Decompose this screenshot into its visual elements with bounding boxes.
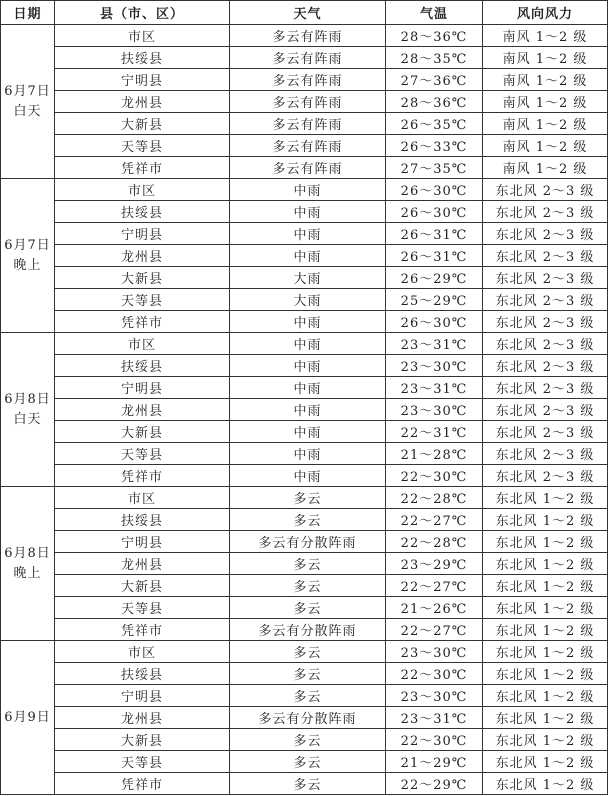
temperature-cell: 23～30℃ — [386, 399, 483, 421]
county-cell: 凭祥市 — [55, 157, 230, 179]
county-cell: 凭祥市 — [55, 465, 230, 487]
temperature-cell: 28～36℃ — [386, 25, 483, 47]
table-row — [1, 47, 608, 69]
table-row — [1, 201, 608, 223]
date-cell — [1, 179, 55, 333]
temperature-cell: 22～31℃ — [386, 421, 483, 443]
wind-cell: 东北风 2～3 级 — [483, 245, 608, 267]
table-row — [1, 575, 608, 597]
weather-cell: 多云有分散阵雨 — [230, 531, 386, 553]
county-cell: 龙州县 — [55, 553, 230, 575]
table-row — [1, 487, 608, 509]
county-cell: 凭祥市 — [55, 773, 230, 795]
weather-cell: 中雨 — [230, 421, 386, 443]
header-date: 日期 — [1, 1, 55, 25]
date-label: 6月8日 — [4, 545, 51, 561]
weather-cell: 中雨 — [230, 311, 386, 333]
table-row — [1, 707, 608, 729]
header-temperature: 气温 — [386, 1, 483, 25]
county-cell: 宁明县 — [55, 69, 230, 91]
county-cell: 大新县 — [55, 575, 230, 597]
wind-cell: 东北风 2～3 级 — [483, 201, 608, 223]
table-row — [1, 113, 608, 135]
weather-cell: 多云有阵雨 — [230, 47, 386, 69]
table-row — [1, 333, 608, 355]
county-cell: 龙州县 — [55, 245, 230, 267]
temperature-cell: 22～27℃ — [386, 575, 483, 597]
table-body — [1, 25, 608, 795]
wind-cell: 东北风 2～3 级 — [483, 421, 608, 443]
wind-cell: 东北风 1～2 级 — [483, 487, 608, 509]
wind-cell: 南风 1～2 级 — [483, 113, 608, 135]
wind-cell: 东北风 1～2 级 — [483, 773, 608, 795]
table-row — [1, 421, 608, 443]
period-label: 白天 — [13, 103, 42, 119]
table-row — [1, 553, 608, 575]
wind-cell: 南风 1～2 级 — [483, 25, 608, 47]
county-cell: 市区 — [55, 487, 230, 509]
table-row — [1, 685, 608, 707]
weather-cell: 大雨 — [230, 267, 386, 289]
weather-cell: 中雨 — [230, 201, 386, 223]
county-cell: 市区 — [55, 25, 230, 47]
table-row — [1, 773, 608, 795]
weather-cell: 多云有分散阵雨 — [230, 619, 386, 641]
county-cell: 天等县 — [55, 135, 230, 157]
date-label: 6月7日 — [4, 83, 51, 99]
weather-cell: 中雨 — [230, 377, 386, 399]
weather-cell: 多云有阵雨 — [230, 25, 386, 47]
weather-cell: 多云 — [230, 597, 386, 619]
county-cell: 大新县 — [55, 267, 230, 289]
wind-cell: 东北风 1～2 级 — [483, 751, 608, 773]
county-cell: 宁明县 — [55, 377, 230, 399]
weather-cell: 多云 — [230, 641, 386, 663]
table-row — [1, 267, 608, 289]
table-row — [1, 355, 608, 377]
county-cell: 扶绥县 — [55, 355, 230, 377]
temperature-cell: 23～30℃ — [386, 355, 483, 377]
table-row — [1, 135, 608, 157]
date-label: 6月8日 — [4, 391, 51, 407]
wind-cell: 东北风 2～3 级 — [483, 179, 608, 201]
wind-cell: 东北风 1～2 级 — [483, 663, 608, 685]
county-cell: 扶绥县 — [55, 509, 230, 531]
table-row — [1, 311, 608, 333]
wind-cell: 东北风 1～2 级 — [483, 597, 608, 619]
wind-cell: 南风 1～2 级 — [483, 135, 608, 157]
temperature-cell: 22～27℃ — [386, 619, 483, 641]
table-row — [1, 729, 608, 751]
table-row — [1, 377, 608, 399]
wind-cell: 东北风 1～2 级 — [483, 575, 608, 597]
table-row — [1, 399, 608, 421]
weather-cell: 多云有分散阵雨 — [230, 707, 386, 729]
county-cell: 宁明县 — [55, 685, 230, 707]
weather-cell: 中雨 — [230, 399, 386, 421]
temperature-cell: 22～27℃ — [386, 509, 483, 531]
temperature-cell: 26～29℃ — [386, 267, 483, 289]
header-row — [1, 1, 608, 25]
period-label: 晚上 — [13, 565, 42, 581]
table-row — [1, 245, 608, 267]
county-cell: 天等县 — [55, 443, 230, 465]
weather-cell: 多云 — [230, 729, 386, 751]
wind-cell: 东北风 2～3 级 — [483, 267, 608, 289]
county-cell: 凭祥市 — [55, 619, 230, 641]
county-cell: 龙州县 — [55, 399, 230, 421]
county-cell: 龙州县 — [55, 91, 230, 113]
temperature-cell: 23～31℃ — [386, 707, 483, 729]
wind-cell: 东北风 2～3 级 — [483, 377, 608, 399]
county-cell: 扶绥县 — [55, 663, 230, 685]
temperature-cell: 27～35℃ — [386, 157, 483, 179]
wind-cell: 南风 1～2 级 — [483, 47, 608, 69]
date-cell — [1, 641, 55, 795]
temperature-cell: 22～30℃ — [386, 663, 483, 685]
county-cell: 龙州县 — [55, 707, 230, 729]
period-label: 晚上 — [13, 257, 42, 273]
weather-cell: 中雨 — [230, 355, 386, 377]
wind-cell: 东北风 1～2 级 — [483, 641, 608, 663]
temperature-cell: 21～28℃ — [386, 443, 483, 465]
temperature-cell: 26～31℃ — [386, 223, 483, 245]
table-row — [1, 597, 608, 619]
temperature-cell: 23～31℃ — [386, 333, 483, 355]
county-cell: 大新县 — [55, 421, 230, 443]
county-cell: 大新县 — [55, 729, 230, 751]
date-label: 6月9日 — [4, 709, 51, 725]
wind-cell: 东北风 2～3 级 — [483, 399, 608, 421]
temperature-cell: 26～30℃ — [386, 201, 483, 223]
temperature-cell: 23～30℃ — [386, 641, 483, 663]
temperature-cell: 22～28℃ — [386, 487, 483, 509]
table-row — [1, 465, 608, 487]
wind-cell: 东北风 1～2 级 — [483, 509, 608, 531]
date-cell — [1, 333, 55, 487]
wind-cell: 东北风 1～2 级 — [483, 707, 608, 729]
wind-cell: 东北风 2～3 级 — [483, 311, 608, 333]
temperature-cell: 25～29℃ — [386, 289, 483, 311]
wind-cell: 南风 1～2 级 — [483, 69, 608, 91]
table-row — [1, 509, 608, 531]
date-label: 6月7日 — [4, 237, 51, 253]
table-row — [1, 157, 608, 179]
temperature-cell: 23～31℃ — [386, 377, 483, 399]
county-cell: 天等县 — [55, 751, 230, 773]
temperature-cell: 28～36℃ — [386, 91, 483, 113]
weather-cell: 中雨 — [230, 333, 386, 355]
county-cell: 大新县 — [55, 113, 230, 135]
weather-cell: 多云 — [230, 663, 386, 685]
temperature-cell: 26～30℃ — [386, 311, 483, 333]
weather-cell: 多云 — [230, 509, 386, 531]
weather-cell: 多云 — [230, 487, 386, 509]
table-row — [1, 91, 608, 113]
temperature-cell: 23～30℃ — [386, 685, 483, 707]
table-row — [1, 69, 608, 91]
county-cell: 市区 — [55, 179, 230, 201]
table-row — [1, 663, 608, 685]
table-row — [1, 619, 608, 641]
weather-cell: 多云有阵雨 — [230, 113, 386, 135]
county-cell: 扶绥县 — [55, 47, 230, 69]
weather-cell: 多云有阵雨 — [230, 69, 386, 91]
weather-cell: 多云 — [230, 553, 386, 575]
county-cell: 宁明县 — [55, 223, 230, 245]
wind-cell: 东北风 1～2 级 — [483, 685, 608, 707]
temperature-cell: 21～26℃ — [386, 597, 483, 619]
weather-cell: 中雨 — [230, 223, 386, 245]
wind-cell: 东北风 1～2 级 — [483, 553, 608, 575]
temperature-cell: 22～29℃ — [386, 773, 483, 795]
county-cell: 天等县 — [55, 289, 230, 311]
table-row — [1, 289, 608, 311]
temperature-cell: 26～31℃ — [386, 245, 483, 267]
weather-cell: 大雨 — [230, 289, 386, 311]
weather-cell: 多云有阵雨 — [230, 157, 386, 179]
table-row — [1, 531, 608, 553]
county-cell: 市区 — [55, 641, 230, 663]
temperature-cell: 28～35℃ — [386, 47, 483, 69]
date-cell — [1, 487, 55, 641]
wind-cell: 东北风 2～3 级 — [483, 355, 608, 377]
county-cell: 凭祥市 — [55, 311, 230, 333]
table-row — [1, 223, 608, 245]
temperature-cell: 23～29℃ — [386, 553, 483, 575]
weather-cell: 多云 — [230, 575, 386, 597]
temperature-cell: 26～30℃ — [386, 179, 483, 201]
weather-cell: 多云有阵雨 — [230, 135, 386, 157]
wind-cell: 东北风 2～3 级 — [483, 465, 608, 487]
period-label: 白天 — [13, 411, 42, 427]
weather-cell: 多云有阵雨 — [230, 91, 386, 113]
wind-cell: 东北风 2～3 级 — [483, 289, 608, 311]
weather-cell: 多云 — [230, 751, 386, 773]
wind-cell: 东北风 2～3 级 — [483, 443, 608, 465]
table-row — [1, 25, 608, 47]
weather-cell: 中雨 — [230, 443, 386, 465]
wind-cell: 东北风 1～2 级 — [483, 619, 608, 641]
temperature-cell: 21～29℃ — [386, 751, 483, 773]
county-cell: 宁明县 — [55, 531, 230, 553]
temperature-cell: 27～36℃ — [386, 69, 483, 91]
header-weather: 天气 — [230, 1, 386, 25]
table-row — [1, 179, 608, 201]
wind-cell: 东北风 2～3 级 — [483, 333, 608, 355]
date-cell — [1, 25, 55, 179]
temperature-cell: 22～30℃ — [386, 729, 483, 751]
wind-cell: 南风 1～2 级 — [483, 91, 608, 113]
wind-cell: 东北风 2～3 级 — [483, 223, 608, 245]
weather-cell: 中雨 — [230, 465, 386, 487]
table-row — [1, 751, 608, 773]
wind-cell: 东北风 1～2 级 — [483, 729, 608, 751]
county-cell: 扶绥县 — [55, 201, 230, 223]
weather-cell: 多云 — [230, 773, 386, 795]
county-cell: 市区 — [55, 333, 230, 355]
weather-cell: 多云 — [230, 685, 386, 707]
wind-cell: 东北风 1～2 级 — [483, 531, 608, 553]
header-county: 县（市、区） — [55, 1, 230, 25]
temperature-cell: 22～30℃ — [386, 465, 483, 487]
temperature-cell: 26～35℃ — [386, 113, 483, 135]
weather-cell: 中雨 — [230, 245, 386, 267]
table-header — [1, 1, 608, 25]
table-row — [1, 641, 608, 663]
county-cell: 天等县 — [55, 597, 230, 619]
temperature-cell: 26～33℃ — [386, 135, 483, 157]
wind-cell: 南风 1～2 级 — [483, 157, 608, 179]
table-row — [1, 443, 608, 465]
weather-cell: 中雨 — [230, 179, 386, 201]
temperature-cell: 22～28℃ — [386, 531, 483, 553]
header-wind: 风向风力 — [483, 1, 608, 25]
